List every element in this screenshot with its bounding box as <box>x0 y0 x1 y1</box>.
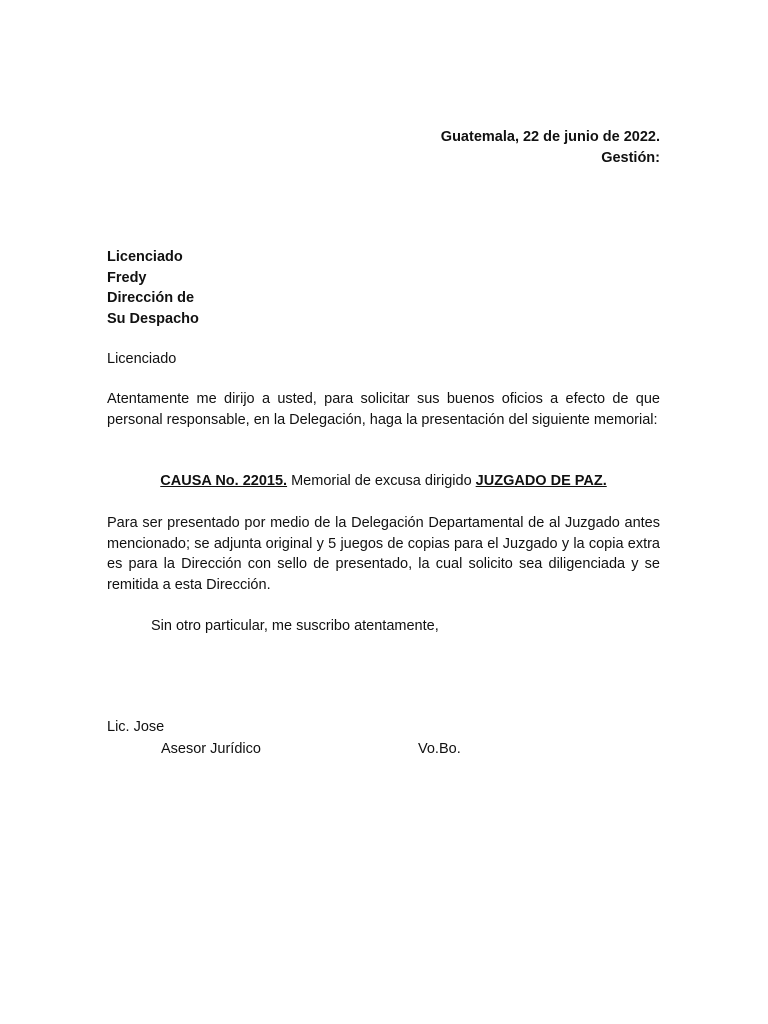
salutation: Licenciado <box>107 351 177 367</box>
body-paragraph-1: Atentamente me dirijo a usted, para solicitar sus buenos oficios a efecto de que personal responsable, en la Delegación, haga la presentación del siguiente memorial: <box>107 391 660 428</box>
recipient-title: Licenciado <box>107 249 183 265</box>
causa-line <box>107 471 660 492</box>
signatory-title: Asesor Jurídico <box>161 741 261 757</box>
causa-number: CAUSA No. 22015. <box>160 473 288 489</box>
signatory-name: Lic. Jose <box>107 719 165 735</box>
vobo-label: Vo.Bo. <box>418 741 461 757</box>
place-date: Guatemala, 22 de junio de 2022. <box>440 129 660 145</box>
body-paragraph-2: Para ser presentado por medio de la Delegación Departamental de al Juzgado antes mencionado; se adjunta original y 5 juegos de copias para el Juzgado y la copia extra es para la Dirección con sello de presentado, la cual solicito sea diligenciada y se remitida a esta Dirección. <box>107 515 660 593</box>
closing-line: Sin otro particular, me suscribo atentamente, <box>151 618 439 634</box>
recipient-office: Su Despacho <box>107 310 199 327</box>
causa-description: Memorial de excusa dirigido <box>287 473 476 489</box>
recipient-department: Dirección de <box>107 290 195 306</box>
recipient-name: Fredy <box>107 269 147 286</box>
recipient-block <box>107 247 199 329</box>
letter-header <box>441 127 660 168</box>
gestion-label: Gestión: <box>601 149 660 166</box>
juzgado-name: JUZGADO DE PAZ. <box>475 473 607 489</box>
